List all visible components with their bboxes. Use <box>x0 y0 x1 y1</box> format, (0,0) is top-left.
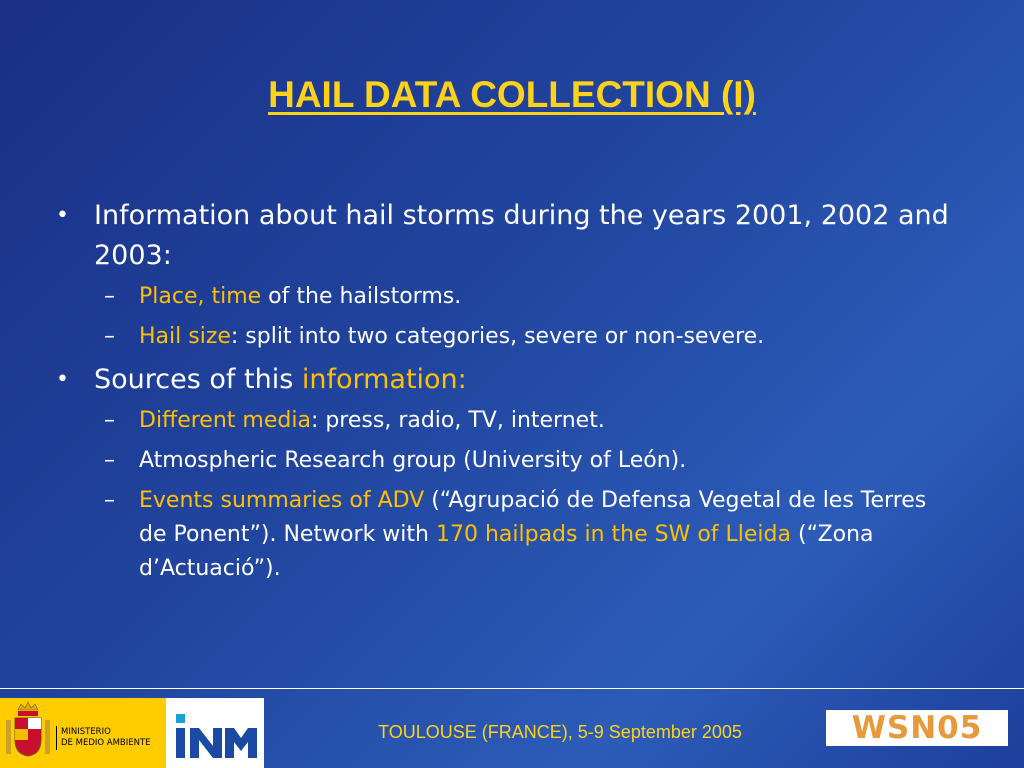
dash-icon: – <box>104 448 115 473</box>
wsn05-logo <box>826 710 1008 746</box>
ministerio-line2: DE MEDIO AMBIENTE <box>61 738 151 748</box>
highlight-text: Hail size <box>139 324 231 349</box>
highlight-text: Place, time <box>139 284 262 309</box>
bullet-text: Information about hail storms during the years 2001, 2002 and 2003: <box>94 200 949 271</box>
sub-item-research-group <box>56 444 956 478</box>
dash-icon: – <box>104 284 115 309</box>
footer-event-text: TOULOUSE (FRANCE), 5-9 September 2005 <box>378 722 742 742</box>
sub-text: Atmospheric Research group (University of León). <box>139 448 687 473</box>
bullet-information <box>56 196 956 276</box>
sub-text: : split into two categories, severe or non-severe. <box>230 324 765 349</box>
sub-item-different-media <box>56 404 956 438</box>
sub-list-sources <box>56 404 956 586</box>
dash-icon: – <box>104 408 115 433</box>
bullet-dot-icon: • <box>56 203 69 228</box>
highlight-text: 170 hailpads in the SW of Lleida <box>435 522 791 547</box>
highlight-text: information: <box>301 364 467 395</box>
bullet-sources <box>56 360 956 400</box>
sub-text: of the hailstorms. <box>261 284 462 309</box>
highlight-text: Different media <box>139 408 311 433</box>
dash-icon: – <box>104 324 115 349</box>
dash-icon: – <box>104 488 115 513</box>
highlight-text: Events summaries of ADV <box>139 488 425 513</box>
slide-title: HAIL DATA COLLECTION (I) <box>268 74 756 115</box>
sub-item-events-summaries <box>56 484 956 586</box>
sub-text: (“Agrupació de Defensa Vegetal de les Terres de Ponent”). Network with <box>139 488 927 547</box>
footer-divider <box>0 688 1024 689</box>
inm-logo <box>166 698 264 768</box>
inm-logo-text: INM <box>166 698 168 699</box>
bullet-dot-icon: • <box>56 367 69 392</box>
bullet-text: Sources of this <box>94 364 302 395</box>
inm-logo-icon <box>166 698 264 768</box>
ministerio-logo <box>0 698 166 768</box>
sub-text: : press, radio, TV, internet. <box>310 408 605 433</box>
ministerio-line1: MINISTERIO <box>61 727 111 737</box>
slide-content <box>56 196 956 592</box>
sub-list-information <box>56 280 956 354</box>
coat-of-arms-icon <box>0 698 166 768</box>
wsn05-logo-text: WSN05 <box>851 710 983 746</box>
sub-item-hail-size <box>56 320 956 354</box>
sub-text: (“Zona d’Actuació”). <box>139 522 874 581</box>
sub-item-place-time <box>56 280 956 314</box>
